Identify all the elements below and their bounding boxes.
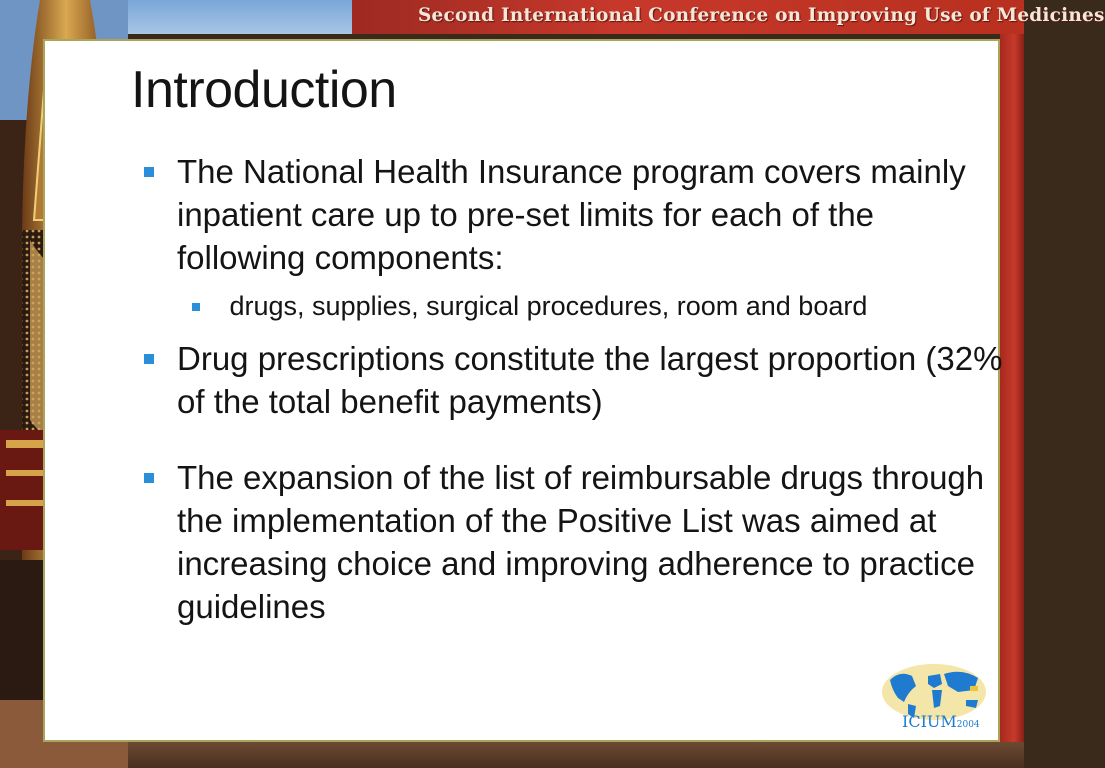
slide-title: Introduction (131, 61, 397, 119)
bullet-square-icon (144, 354, 154, 364)
sub-bullet-item (192, 288, 1010, 325)
bullet-text: Drug prescriptions constitute the largest proportion (32% of the total benefit payments) (177, 340, 1003, 420)
bullet-text: The expansion of the list of reimbursable drugs through the implementation of the Positive List was aimed at increasing choice and improving adherence to practice guidelines (177, 459, 985, 625)
logo-year: 2004 (956, 720, 980, 730)
bullet-item (140, 456, 1010, 628)
bullet-item (140, 337, 1010, 423)
bullet-square-icon (144, 167, 154, 177)
logo-wordmark (902, 712, 980, 731)
conference-title: Second International Conference on Improving Use of Medicines (418, 5, 1105, 26)
logo-name: ICIUM (902, 712, 957, 731)
bullet-list (140, 150, 1010, 628)
bottom-border-decoration (0, 742, 1024, 768)
bullet-item (140, 150, 1010, 279)
bullet-square-icon (144, 473, 154, 483)
sub-bullet-square-icon (192, 303, 200, 311)
conference-banner (0, 0, 1105, 34)
sub-bullet-text: drugs, supplies, surgical procedures, room and board (222, 291, 868, 321)
bullet-text: The National Health Insurance program covers mainly inpatient care up to pre-set limits for each of the following components: (177, 153, 966, 276)
